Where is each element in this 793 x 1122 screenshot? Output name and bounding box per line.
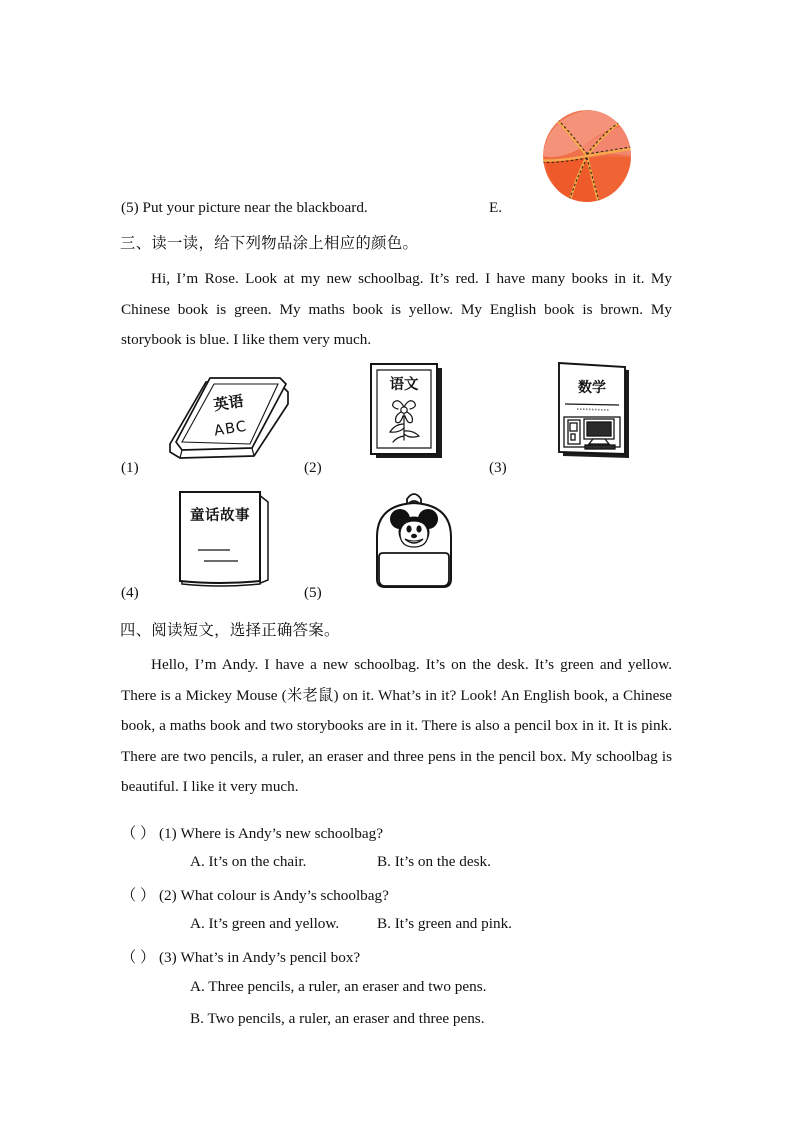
section-4-passage: Hello, I’m Andy. I have a new schoolbag. It’s on the desk. It’s green and yellow. There is a Mickey Mouse (米老鼠) on it. What’s in it? Look! An English book, a Chinese book, a maths book and two storybooks are in it. There is also a pencil box in it. It is pink. There are two pencils, a ruler, an eraser and three pens in the pencil box. My schoolbag is beautiful. I like it very much. [121, 656, 672, 796]
question-2-option-b[interactable]: B. It’s green and pink. [377, 915, 512, 932]
figure-mickey-schoolbag [369, 487, 459, 592]
question-1-option-a[interactable]: A. It’s on the chair. [190, 853, 307, 870]
question-3-text: What’s in Andy’s pencil box? [180, 949, 361, 966]
question-2-stem [121, 884, 389, 905]
section-3-passage: Hi, I’m Rose. Look at my new schoolbag. It’s red. I have many books in it. My Chinese book is green. My maths book is yellow. My English book is brown. My storybook is blue. I like them very much. [121, 270, 672, 349]
section-3-heading: 三、读一读，给下列物品涂上相应的颜色。 [120, 234, 419, 252]
figure-storybook [172, 488, 276, 588]
item-label-5: (5) [304, 584, 322, 601]
question-2-option-a[interactable]: A. It’s green and yellow. [190, 915, 340, 932]
question-3-option-a[interactable]: A. Three pencils, a ruler, an eraser and two pens. [190, 978, 487, 995]
matching-item-5-text: (5) Put your picture near the blackboard. [121, 199, 368, 216]
item-label-3: (3) [489, 459, 507, 476]
svg-text:数学: 数学 [578, 380, 606, 396]
item-label-2: (2) [304, 459, 322, 476]
item-label-4: (4) [121, 584, 139, 601]
question-3-answer-bracket[interactable]: （ ） [121, 949, 156, 966]
question-1-answer-bracket[interactable]: （ ） [121, 825, 156, 842]
question-3-option-b[interactable]: B. Two pencils, a ruler, an eraser and three pens. [190, 1010, 485, 1027]
question-1-text: Where is Andy’s new schoolbag? [180, 825, 383, 842]
figure-english-book [166, 362, 294, 462]
beach-ball-illustration [537, 108, 637, 204]
question-2-text: What colour is Andy’s schoolbag? [180, 887, 389, 904]
svg-text:童话故事: 童话故事 [190, 508, 250, 524]
question-2-answer-bracket[interactable]: （ ） [121, 887, 156, 904]
question-3-number: (3) [158, 949, 177, 966]
svg-text:英语: 英语 [212, 391, 245, 415]
matching-option-label-e: E. [489, 199, 503, 216]
question-2-number: (2) [158, 887, 177, 904]
figure-chinese-book [368, 362, 446, 462]
item-label-1: (1) [121, 459, 139, 476]
question-3-stem [121, 946, 360, 967]
section-4-heading: 四、阅读短文，选择正确答案。 [120, 621, 340, 639]
svg-text:ABC: ABC [212, 418, 249, 440]
svg-text:语文: 语文 [389, 377, 419, 393]
question-1-number: (1) [158, 825, 177, 842]
question-1-option-b[interactable]: B. It’s on the desk. [377, 853, 491, 870]
question-1-stem [121, 822, 383, 843]
figure-maths-book [557, 362, 637, 462]
